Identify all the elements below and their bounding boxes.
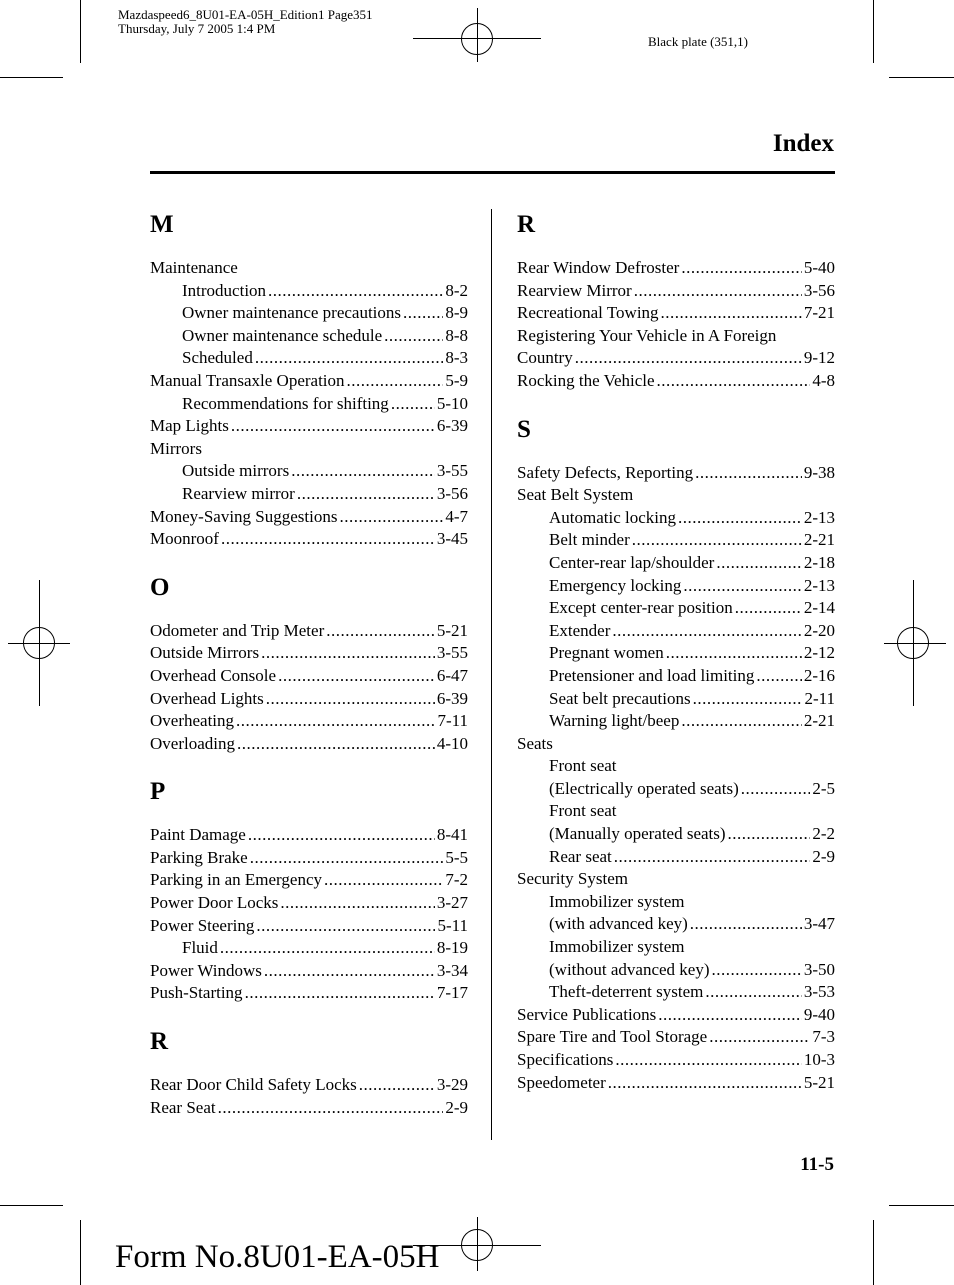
- entry-page: 8-3: [445, 348, 468, 368]
- dot-leader: [264, 960, 435, 983]
- entry-text: Rearview mirror: [182, 483, 295, 503]
- entry-text: (with advanced key): [549, 914, 688, 934]
- index-entry: [150, 869, 468, 892]
- index-entry: [150, 438, 468, 461]
- entry-page: 2-5: [812, 778, 835, 798]
- index-entry: [150, 915, 468, 938]
- entry-page: 7-17: [436, 983, 468, 1003]
- page-title: Index: [772, 130, 834, 157]
- entry-page: 3-53: [803, 982, 835, 1002]
- entry-page: 2-9: [445, 1097, 468, 1117]
- index-subentry: [150, 460, 468, 483]
- dot-leader: [678, 507, 802, 530]
- entry-text: Security System: [517, 869, 628, 889]
- entry-page: 7-11: [437, 711, 468, 731]
- dot-leader: [261, 642, 435, 665]
- index-column-right: [517, 206, 835, 1112]
- dot-leader: [634, 280, 802, 303]
- entry-text: Rocking the Vehicle: [517, 370, 655, 390]
- index-subentry: [517, 778, 835, 801]
- entry-text: Immobilizer system: [549, 891, 685, 911]
- entry-page: 3-56: [803, 280, 835, 300]
- entry-page: 3-55: [436, 643, 468, 663]
- index-subentry: [517, 846, 835, 869]
- dot-leader: [280, 892, 434, 915]
- entry-text: Theft-deterrent system: [549, 982, 704, 1002]
- entry-text: Registering Your Vehicle in A Foreign: [517, 325, 777, 345]
- entry-page: 2-21: [803, 530, 835, 550]
- index-section: [150, 773, 468, 1005]
- dot-leader: [657, 370, 811, 393]
- entry-page: 10-3: [803, 1050, 835, 1069]
- dot-leader: [231, 415, 435, 438]
- dot-leader: [218, 1097, 444, 1120]
- index-subentry: [517, 959, 835, 982]
- entry-text: Seats: [517, 733, 553, 753]
- print-date-line: Thursday, July 7 2005 1:4 PM: [118, 21, 276, 36]
- index-column-left: [150, 206, 468, 1137]
- entry-text: Except center-rear position: [549, 598, 733, 618]
- dot-leader: [712, 959, 802, 982]
- entry-page: 3-56: [436, 483, 468, 503]
- dot-leader: [268, 280, 443, 303]
- entry-text: Rear Window Defroster: [517, 258, 680, 277]
- dot-leader: [266, 688, 435, 711]
- index-section: [150, 569, 468, 756]
- section-letter: R: [150, 1028, 169, 1056]
- title-rule: [150, 171, 835, 174]
- entry-page: 6-47: [436, 665, 468, 685]
- entry-text: Owner maintenance schedule: [182, 325, 383, 345]
- dot-leader: [735, 597, 802, 620]
- entry-page: 8-19: [436, 938, 468, 958]
- index-entry: [517, 370, 835, 393]
- dot-leader: [693, 688, 803, 711]
- entry-text: Specifications: [517, 1050, 614, 1069]
- entry-text: Immobilizer system: [549, 937, 685, 957]
- index-subentry: [150, 937, 468, 960]
- entry-text: Rear Door Child Safety Locks: [150, 1075, 357, 1095]
- index-section: [517, 206, 835, 393]
- index-subentry: [517, 552, 835, 575]
- entry-list: [150, 1074, 468, 1119]
- dot-leader: [615, 1049, 802, 1072]
- entry-text: (without advanced key): [549, 959, 710, 979]
- dot-leader: [695, 462, 802, 485]
- entry-text: Map Lights: [150, 416, 229, 436]
- entry-text: Rearview Mirror: [517, 280, 632, 300]
- index-entry: [517, 257, 835, 280]
- dot-leader: [690, 913, 802, 936]
- entry-text: Emergency locking: [549, 575, 682, 595]
- index-subentry: [517, 823, 835, 846]
- index-subentry: [517, 620, 835, 643]
- dot-leader: [681, 257, 801, 280]
- dot-leader: [666, 642, 802, 665]
- entry-page: 5-40: [803, 258, 835, 277]
- entry-page: 2-13: [803, 575, 835, 595]
- index-entry: [517, 1004, 835, 1027]
- entry-text: Front seat: [549, 756, 617, 776]
- entry-text: Power Steering: [150, 915, 255, 935]
- index-entry: [150, 642, 468, 665]
- print-file-line: Mazdaspeed6_8U01-EA-05H_Edition1 Page351: [118, 7, 373, 22]
- index-subentry: [517, 665, 835, 688]
- entry-page: 3-34: [436, 960, 468, 980]
- entry-text: Fluid: [182, 938, 218, 958]
- entry-page: 5-11: [437, 915, 468, 935]
- index-entry: [517, 1072, 835, 1095]
- entry-text: Overhead Lights: [150, 688, 264, 708]
- entry-text: Pretensioner and load limiting: [549, 665, 755, 685]
- entry-text: Recreational Towing: [517, 303, 659, 323]
- dot-leader: [403, 302, 443, 325]
- entry-text: Pregnant women: [549, 643, 664, 663]
- entry-page: 3-45: [436, 529, 468, 549]
- dot-leader: [339, 506, 443, 529]
- dot-leader: [297, 483, 435, 506]
- dot-leader: [221, 528, 435, 551]
- index-subentry: [517, 642, 835, 665]
- index-subentry: [150, 302, 468, 325]
- entry-page: 8-9: [445, 303, 468, 323]
- dot-leader: [716, 552, 801, 575]
- dot-leader: [237, 733, 435, 756]
- index-entry: [150, 710, 468, 733]
- entry-text: Odometer and Trip Meter: [150, 620, 325, 640]
- index-subentry: [517, 891, 835, 914]
- entry-text: Mirrors: [150, 438, 202, 458]
- entry-text: Seat Belt System: [517, 485, 634, 505]
- dot-leader: [728, 823, 811, 846]
- entry-page: 2-18: [803, 552, 835, 572]
- index-entry: [150, 370, 468, 393]
- section-letter: P: [150, 778, 166, 806]
- entry-text: Scheduled: [182, 348, 253, 368]
- entry-page: 2-12: [803, 643, 835, 663]
- dot-leader: [612, 620, 801, 643]
- dot-leader: [384, 325, 443, 348]
- dot-leader: [705, 981, 801, 1004]
- entry-page: 2-14: [803, 598, 835, 618]
- index-subentry: [517, 800, 835, 823]
- dot-leader: [658, 1004, 802, 1027]
- entry-text: Parking in an Emergency: [150, 870, 323, 890]
- entry-page: 8-8: [445, 325, 468, 345]
- entry-text: (Manually operated seats): [549, 824, 726, 844]
- entry-list: [517, 462, 835, 1095]
- entry-page: 7-2: [445, 870, 468, 890]
- entry-page: 5-9: [445, 370, 468, 390]
- dot-leader: [608, 1072, 802, 1095]
- entry-list: [150, 257, 468, 551]
- index-entry: [150, 688, 468, 711]
- entry-page: 2-2: [812, 824, 835, 844]
- dot-leader: [245, 982, 435, 1005]
- index-entry: [150, 415, 468, 438]
- index-subentry: [150, 280, 468, 303]
- entry-text: Money-Saving Suggestions: [150, 506, 338, 526]
- entry-page: 3-27: [436, 893, 468, 913]
- dot-leader: [250, 847, 444, 870]
- entry-page: 5-5: [445, 847, 468, 867]
- form-number: Form No.8U01-EA-05H: [115, 1239, 440, 1275]
- index-entry: [150, 1074, 468, 1097]
- entry-list: [517, 257, 835, 393]
- section-letter: M: [150, 211, 174, 238]
- dot-leader: [256, 915, 435, 938]
- dot-leader: [632, 529, 802, 552]
- entry-text: Introduction: [182, 280, 267, 300]
- section-letter: R: [517, 211, 536, 238]
- index-entry: [517, 733, 835, 756]
- index-entry: [150, 506, 468, 529]
- dot-leader: [255, 347, 444, 370]
- dot-leader: [326, 620, 435, 643]
- entry-page: 3-50: [803, 959, 835, 979]
- index-section: [517, 411, 835, 1095]
- index-entry: [150, 892, 468, 915]
- dot-leader: [391, 393, 435, 416]
- entry-page: 3-29: [436, 1075, 468, 1095]
- entry-text: Outside Mirrors: [150, 643, 260, 663]
- index-entry: [150, 824, 468, 847]
- entry-text: Country: [517, 348, 573, 368]
- dot-leader: [756, 665, 801, 688]
- entry-page: 2-11: [804, 688, 835, 708]
- entry-page: 2-13: [803, 507, 835, 527]
- entry-text: Center-rear lap/shoulder: [549, 552, 715, 572]
- entry-page: 7-3: [812, 1027, 835, 1047]
- index-entry: [150, 1097, 468, 1120]
- entry-page: 6-39: [436, 416, 468, 436]
- index-subentry: [517, 913, 835, 936]
- dot-leader: [324, 869, 443, 892]
- entry-text: Spare Tire and Tool Storage: [517, 1027, 708, 1047]
- entry-page: 8-41: [436, 825, 468, 845]
- entry-page: 9-40: [803, 1004, 835, 1024]
- entry-page: 2-16: [803, 665, 835, 685]
- index-entry: [150, 960, 468, 983]
- page-number: 11-5: [800, 1154, 834, 1175]
- entry-text: Recommendations for shifting: [182, 393, 389, 413]
- index-entry: [150, 528, 468, 551]
- entry-page: 5-21: [803, 1072, 835, 1092]
- entry-page: 5-21: [436, 620, 468, 640]
- entry-text: Safety Defects, Reporting: [517, 462, 694, 482]
- index-subentry: [517, 529, 835, 552]
- plate-label: Black plate (351,1): [648, 34, 748, 49]
- dot-leader: [709, 1026, 810, 1049]
- entry-list: [150, 620, 468, 756]
- entry-page: 9-38: [803, 462, 835, 482]
- column-divider: [491, 209, 492, 1140]
- entry-page: 3-47: [803, 914, 835, 934]
- index-entry: [517, 280, 835, 303]
- dot-leader: [220, 937, 435, 960]
- entry-page: 7-21: [803, 303, 835, 323]
- entry-page: 9-12: [803, 348, 835, 368]
- dot-leader: [683, 575, 801, 598]
- dot-leader: [661, 302, 802, 325]
- index-subentry: [150, 325, 468, 348]
- entry-text: Maintenance: [150, 258, 238, 277]
- index-section: [150, 206, 468, 551]
- entry-page: 2-9: [812, 846, 835, 866]
- entry-text: Push-Starting: [150, 983, 243, 1003]
- section-letter: S: [517, 415, 531, 443]
- entry-text: Warning light/beep: [549, 711, 680, 731]
- index-subentry: [150, 393, 468, 416]
- entry-text: Rear seat: [549, 846, 612, 866]
- dot-leader: [347, 370, 444, 393]
- entry-page: 4-7: [445, 506, 468, 526]
- index-subentry: [517, 597, 835, 620]
- index-subentry: [517, 755, 835, 778]
- index-subentry: [517, 575, 835, 598]
- index-subentry: [150, 483, 468, 506]
- entry-text: Overloading: [150, 733, 235, 753]
- index-entry: [150, 733, 468, 756]
- entry-text: Extender: [549, 620, 611, 640]
- index-entry: [150, 620, 468, 643]
- entry-page: 6-39: [436, 688, 468, 708]
- dot-leader: [248, 824, 435, 847]
- index-entry: [517, 1026, 835, 1049]
- dot-leader: [359, 1074, 435, 1097]
- entry-page: 4-10: [436, 733, 468, 753]
- entry-text: Service Publications: [517, 1004, 657, 1024]
- index-entry: [517, 1049, 835, 1072]
- index-entry: [517, 302, 835, 325]
- entry-text: Paint Damage: [150, 825, 246, 845]
- section-letter: O: [150, 573, 170, 601]
- index-subentry: [517, 710, 835, 733]
- index-subentry: [517, 936, 835, 959]
- entry-text: Moonroof: [150, 529, 219, 549]
- index-entry: [517, 868, 835, 891]
- entry-text: Overheating: [150, 711, 235, 731]
- entry-page: 3-55: [436, 461, 468, 481]
- entry-text: Overhead Console: [150, 665, 277, 685]
- entry-page: 2-21: [803, 711, 835, 731]
- entry-text: Parking Brake: [150, 847, 248, 867]
- dot-leader: [291, 460, 435, 483]
- entry-page: 5-10: [436, 393, 468, 413]
- entry-page: 4-8: [812, 370, 835, 390]
- index-entry: [517, 484, 835, 507]
- dot-leader: [614, 846, 811, 869]
- entry-text: Speedometer: [517, 1072, 606, 1092]
- index-entry: [150, 982, 468, 1005]
- entry-page: 8-2: [445, 280, 468, 300]
- index-entry: [517, 462, 835, 485]
- dot-leader: [278, 665, 435, 688]
- index-section: [150, 1023, 468, 1119]
- dot-leader: [575, 347, 802, 370]
- entry-text: Seat belt precautions: [549, 688, 691, 708]
- entry-page: 2-20: [803, 620, 835, 640]
- entry-text: Belt minder: [549, 530, 630, 550]
- entry-text: Rear Seat: [150, 1097, 216, 1117]
- index-subentry: [517, 507, 835, 530]
- entry-text: Automatic locking: [549, 507, 677, 527]
- dot-leader: [741, 778, 811, 801]
- index-entry: [150, 257, 468, 280]
- index-subentry: [517, 981, 835, 1004]
- index-entry: [517, 325, 835, 348]
- entry-text: Outside mirrors: [182, 461, 290, 481]
- index-entry: [517, 347, 835, 370]
- entry-text: Manual Transaxle Operation: [150, 370, 345, 390]
- entry-text: Owner maintenance precautions: [182, 303, 402, 323]
- entry-text: Power Windows: [150, 960, 262, 980]
- dot-leader: [681, 710, 801, 733]
- index-entry: [150, 665, 468, 688]
- index-subentry: [517, 688, 835, 711]
- dot-leader: [236, 710, 435, 733]
- entry-list: [150, 824, 468, 1005]
- index-subentry: [150, 347, 468, 370]
- entry-text: (Electrically operated seats): [549, 778, 739, 798]
- entry-text: Power Door Locks: [150, 893, 279, 913]
- entry-text: Front seat: [549, 801, 617, 821]
- index-entry: [150, 847, 468, 870]
